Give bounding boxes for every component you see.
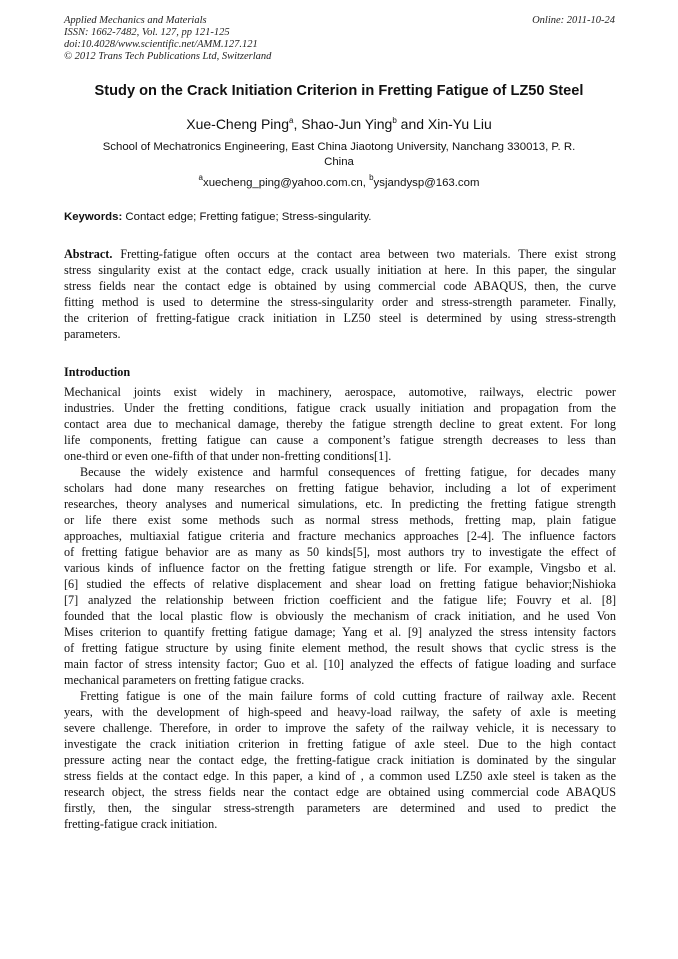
- journal-info: [64, 15, 271, 63]
- intro-line: investigate the crack initiation criterion in fretting fatigue of axle steel. Due to the high contact: [64, 737, 616, 751]
- author-emails: [40, 173, 638, 191]
- abstract-line: Abstract. Fretting-fatigue often occurs at the contact area between two materials. There exist strong: [64, 247, 616, 261]
- journal-issn: ISSN: 1662-7482, Vol. 127, pp 121-125: [64, 27, 230, 38]
- online-date: Online: 2011-10-24: [532, 15, 615, 26]
- abstract-line: fitting method is used to determine the stress-singularity order and stress-strength parameter. Finally,: [64, 295, 616, 309]
- email-link[interactable]: xuecheng_ping@yahoo.com.cn: [203, 177, 363, 189]
- abstract-line: the criterion of fretting-fatigue crack initiation in LZ50 steel is determined by using stress-strength: [64, 311, 616, 325]
- intro-line: pressure acting near the contact edge, the fretting-fatigue crack initiation is dominated by the singular: [64, 753, 616, 767]
- author-name: Xin-Yu Liu: [427, 116, 492, 132]
- intro-line: research object, the stress fields near the contact edge are obtained using commercial code ABAQUS: [64, 785, 616, 799]
- intro-line: fretting-fatigue crack initiation.: [64, 817, 218, 831]
- email-link[interactable]: ysjandysp@163.com: [373, 177, 480, 189]
- affiliation: [64, 140, 614, 170]
- intro-line: [7] analyzed the relationship between friction coefficient and the fatigue life; Fouvry et al. [8]: [64, 593, 616, 607]
- introduction-body: [64, 384, 616, 832]
- author-superscript: a: [289, 116, 294, 125]
- intro-line: contact area due to mechanical damage, thereby the fatigue strength decline to great extent. For long: [64, 417, 616, 431]
- abstract-line: stress fields near the contact edge is obtained by using commercial code ABAQUS, then, the curve: [64, 279, 616, 293]
- author-list: [40, 115, 638, 133]
- journal-copyright: © 2012 Trans Tech Publications Ltd, Switzerland: [64, 51, 272, 62]
- intro-line: main factor of stress intensity factor; Guo et al. [10] analyzed the effects of fatigue loading and surface: [64, 657, 616, 671]
- author-superscript: b: [392, 116, 397, 125]
- author-separator: and: [396, 116, 428, 132]
- intro-line: Mises criterion to quantify fretting fatigue damage; Yang et al. [9] analyzed the stress intensity factors: [64, 625, 616, 639]
- abstract-line: stress singularity exist at the contact edge, crack usually initiation at here. In this paper, the singular: [64, 263, 616, 277]
- intro-line: firstly, then, the singular stress-strength parameters are determined and used to predict the: [64, 801, 616, 815]
- intro-line: life components, fretting fatigue can cause a component’s fatigue strength decreases to less than: [64, 433, 616, 447]
- affiliation-line: School of Mechatronics Engineering, East China Jiaotong University, Nanchang 330013, P. R.: [102, 141, 576, 153]
- journal-name: Applied Mechanics and Materials: [64, 15, 207, 26]
- intro-line: scholars had done many researches on fretting fatigue behavior, including a lot of experiment: [64, 481, 616, 495]
- email-superscript: b: [369, 173, 374, 182]
- paper-title: Study on the Crack Initiation Criterion in Fretting Fatigue of LZ50 Steel: [94, 83, 584, 99]
- intro-line: approaches, multiaxial fatigue criteria and fracture mechanics approaches [2-4]. The influence factors: [64, 529, 616, 543]
- intro-line: Because the widely existence and harmful consequences of fretting fatigue, for decades many: [80, 465, 616, 479]
- intro-line: various kinds of influence factor on the fretting fatigue strength or life. For example, Vingsbo et al.: [64, 561, 616, 575]
- author-name: Shao-Jun Ying: [301, 116, 393, 132]
- intro-line: one-third or even one-fifth of that under non-fretting conditions[1].: [64, 449, 392, 463]
- abstract-line: parameters.: [64, 327, 121, 341]
- email-separator: ,: [362, 177, 370, 189]
- author-separator: ,: [293, 116, 302, 132]
- keywords: [64, 210, 616, 225]
- intro-line: years, with the development of high-speed and heavy-load railway, the safety of axle is meeting: [64, 705, 616, 719]
- intro-line: severe challenge. Therefore, in order to improve the safety of the railway vehicle, it is necessary to: [64, 721, 616, 735]
- intro-line: industries. Under the fretting conditions, fatigue crack usually initiation and propagation from the: [64, 401, 616, 415]
- section-heading-introduction: Introduction: [64, 365, 131, 379]
- intro-line: [6] studied the effects of relative displacement and shear load on fretting fatigue behavior;Nishioka: [64, 577, 616, 591]
- keywords-label: Keywords:: [64, 211, 123, 223]
- affiliation-line: China: [324, 156, 354, 168]
- journal-doi: doi:10.4028/www.scientific.net/AMM.127.121: [64, 39, 258, 50]
- intro-line: mechanical parameters on fretting fatigue cracks.: [64, 673, 305, 687]
- intro-line: or life there exist some methods such as normal stress methods, fretting map, plain fatigue: [64, 513, 616, 527]
- intro-line: Mechanical joints exist widely in machinery, aerospace, automotive, railways, electric power: [64, 385, 616, 399]
- intro-line: Fretting fatigue is one of the main failure forms of cold cutting fracture of railway axle. Recent: [80, 689, 616, 703]
- intro-line: stress fields at the contact edge. In this paper, a kind of , a common used LZ50 axle steel is taken as the: [64, 769, 616, 783]
- author-name: Xue-Cheng Ping: [186, 116, 289, 132]
- intro-line: of fretting fatigue behavior are as many as 50 kinds[5], most authors try to investigate the effect of: [64, 545, 616, 559]
- abstract: [64, 246, 616, 342]
- abstract-label: Abstract.: [64, 247, 113, 261]
- intro-line: researches, theory analyses and numerical simulations, etc. In predicting the fretting fatigue strength: [64, 497, 616, 511]
- intro-line: founded that the local plastic flow is obviously the mechanism of crack initiation, and he used Von: [64, 609, 616, 623]
- email-superscript: a: [198, 173, 203, 182]
- keywords-text: Contact edge; Fretting fatigue; Stress-singularity.: [122, 211, 372, 223]
- intro-line: of fretting fatigue structure by using finite element method, the result shows that cyclic stress is the: [64, 641, 616, 655]
